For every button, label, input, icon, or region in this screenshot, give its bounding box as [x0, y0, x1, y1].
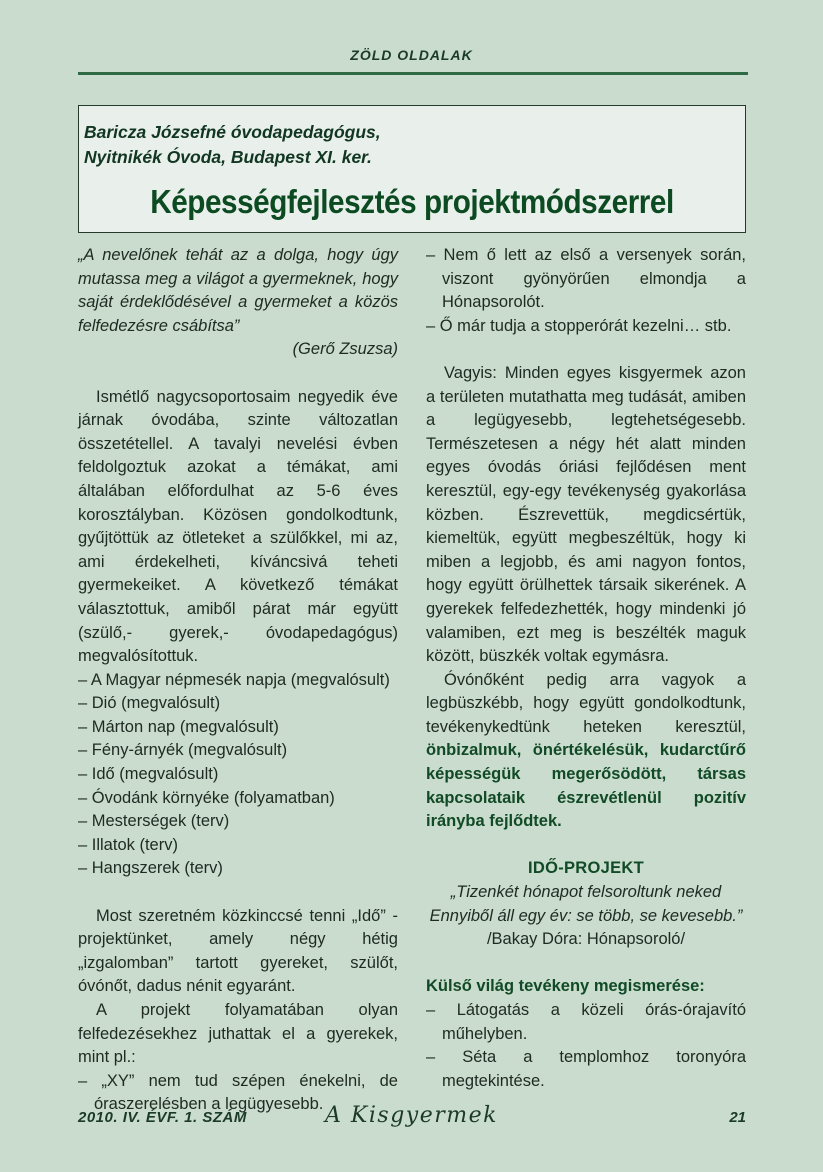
running-header: ZÖLD OLDALAK	[350, 47, 473, 63]
list-item: – Mesterségek (terv)	[78, 810, 398, 834]
topic-list	[78, 669, 398, 881]
list-item: – „XY” nem tud szépen énekelni, de óraszerelésben a legügyesebb.	[78, 1070, 398, 1117]
paragraph: Vagyis: Minden egyes kisgyermek azon a területen mutathatta meg tudását, amiben a legügyesebb, legtehetségesebb. Természetesen a négy hét alatt minden egyes óvodás óriási fejlődésen ment keresztül, egy-egy tevékenység gyakorlása közben. Észrevettük, megdicsértük, kiemeltük, együtt megbeszéltük, hogy ki miben a legjobb, és ami nagyon fontos, hogy együtt örülhettek társaik sikerének. A gyerekek felfedezhették, hogy mindenki jó valamiben, ezt meg is beszélték maguk között, büszkék voltak egymásra.	[426, 363, 746, 666]
list-item: – Óvodánk környéke (folyamatban)	[78, 787, 398, 811]
paragraph-text: Óvónőként pedig arra vagyok a legbüszkébb, hogy együtt gondolkodtunk, tevékenykedtünk heteken keresztül,	[426, 670, 746, 736]
list-item: – Illatok (terv)	[78, 834, 398, 858]
list-item: – A Magyar népmesék napja (megvalósult)	[78, 669, 398, 693]
section-heading: IDŐ-PROJEKT	[527, 859, 645, 878]
magazine-name: A Kisgyermek	[325, 1103, 498, 1128]
poem-line: Ennyiből áll egy év: se több, se kevesebb.”	[429, 906, 743, 925]
paragraph: Ismétlő nagycsoportosaim negyedik éve járnak óvodába, szinte változatlan összetétellel. A tavalyi nevelési évben feldolgoztuk azokat a témákat, ami általában előfordulhat az 5-6 éves korosztályban. Közösen gondolkodtunk, gyűjtöttük az ötleteket a szülőkkel, mi az, ami érdekelheti, kíváncsivá teheti gyermekeiket. A következő témákat választottuk, amiből párat már együtt (szülő,- gyerek,- óvodapedagógus) megvalósítottuk.	[78, 387, 398, 666]
left-column	[78, 244, 398, 1117]
list-item: – Hangszerek (terv)	[78, 857, 398, 881]
epigraph-source: (Gerő Zsuzsa)	[292, 340, 398, 359]
list-item: – Séta a templomhoz toronyóra megtekintése.	[426, 1046, 746, 1093]
example-list-continued	[426, 244, 746, 338]
list-item: – Fény-árnyék (megvalósult)	[78, 739, 398, 763]
paragraph	[426, 669, 746, 834]
activity-list	[426, 999, 746, 1093]
header-rule	[78, 72, 748, 75]
list-item: – Ő már tudja a stopperórát kezelni… stb.	[426, 315, 746, 339]
paragraph: Most szeretném közkinccsé tenni „Idő” - projektünket, amely négy hétig „izgalomban” tartott gyereket, szülőt, óvónőt, dadus nénit egyaránt.	[78, 906, 398, 996]
issue-info: 2010. IV. ÉVF. 1. SZÁM	[78, 1109, 247, 1126]
author-line-1: Baricza Józsefné óvodapedagógus,	[84, 122, 381, 142]
poem-source: /Bakay Dóra: Hónapsoroló/	[486, 930, 686, 949]
article-title: Képességfejlesztés projektmódszerrel	[150, 183, 674, 220]
epigraph-quote: „A nevelőnek tehát az a dolga, hogy úgy mutassa meg a világot a gyermeknek, hogy saját érdeklődésével a gyermeket a közös felfedezésre csábítsa”	[78, 246, 398, 335]
list-item: – Márton nap (megvalósult)	[78, 716, 398, 740]
paragraph: A projekt folyamatában olyan felfedezésekhez juthattak el a gyerekek, mint pl.:	[78, 1001, 398, 1067]
list-item: – Idő (megvalósult)	[78, 763, 398, 787]
emphasized-text: önbizalmuk, önértékelésük, kudarctűrő képességük megerősödött, társas kapcsolataik észrevétlenül pozitív irányba fejlődtek.	[426, 741, 746, 831]
poem-line: „Tizenkét hónapot felsoroltunk neked	[450, 883, 722, 902]
page-number: 21	[729, 1109, 746, 1126]
author-line-2: Nyitnikék Óvoda, Budapest XI. ker.	[84, 147, 372, 167]
author-block	[84, 120, 584, 170]
subheading: Külső világ tevékeny megismerése:	[426, 977, 705, 996]
list-item: – Látogatás a közeli órás-órajavító műhelyben.	[426, 999, 746, 1046]
list-item: – Dió (megvalósult)	[78, 692, 398, 716]
right-column	[426, 244, 746, 1093]
list-item: – Nem ő lett az első a versenyek során, viszont gyönyörűen elmondja a Hónapsorolót.	[426, 244, 746, 315]
